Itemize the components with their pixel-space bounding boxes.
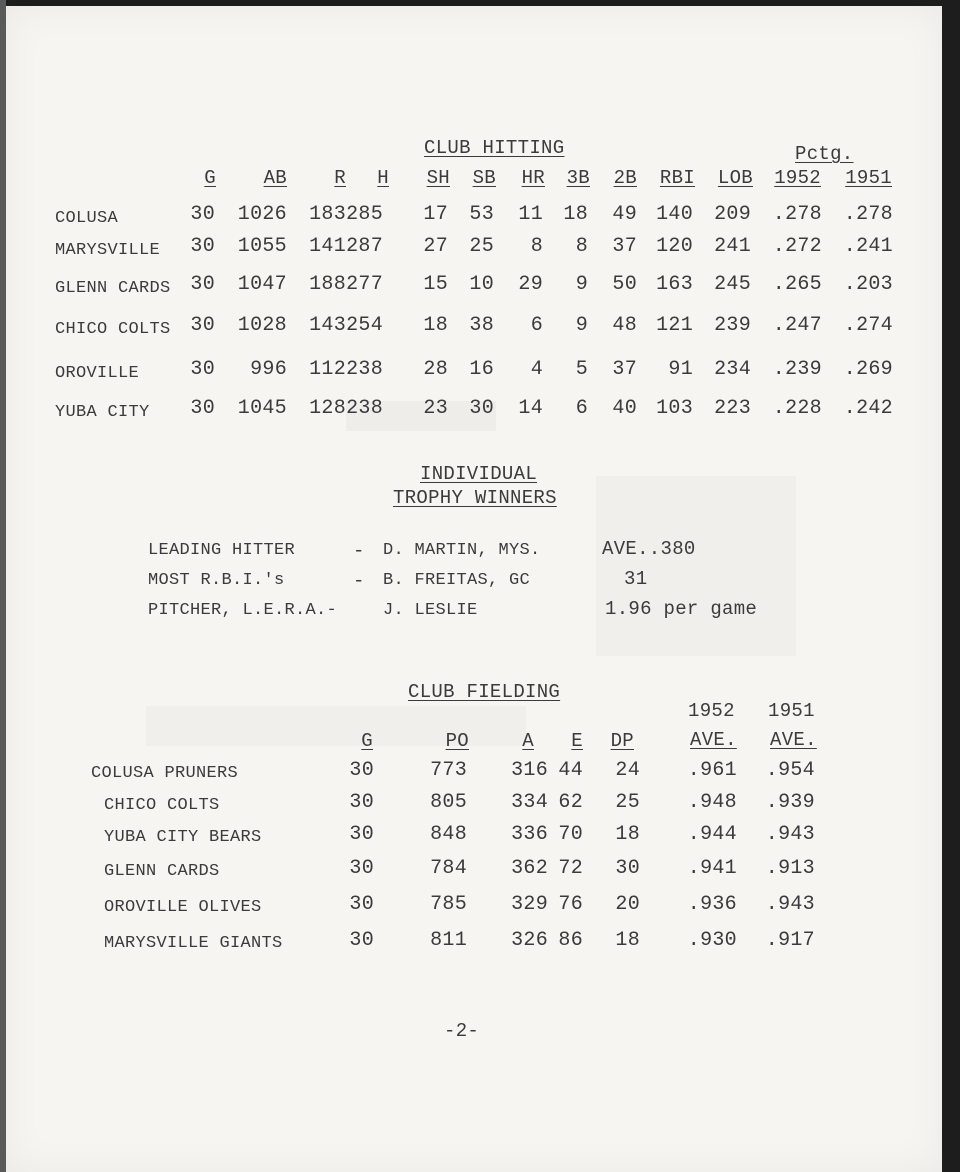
hitting-cell: 183 — [309, 203, 346, 226]
fielding-cell: 30 — [349, 823, 374, 846]
fielding-cell: .944 — [687, 823, 737, 846]
hitting-cell: 16 — [469, 358, 494, 381]
hitting-cell: 6 — [530, 314, 543, 337]
hitting-cell: 143 — [309, 314, 346, 337]
fielding-cell: 773 — [430, 759, 467, 782]
hitting-cell: 50 — [612, 273, 637, 296]
fielding-cell: 329 — [511, 893, 548, 916]
hitting-cell: 234 — [714, 358, 751, 381]
hitting-header-rbi: RBI — [659, 167, 695, 189]
hitting-cell: 30 — [190, 314, 215, 337]
hitting-cell: 91 — [668, 358, 693, 381]
hitting-cell: 11 — [518, 203, 543, 226]
hitting-cell: 5 — [575, 358, 588, 381]
fielding-cell: 316 — [511, 759, 548, 782]
hitting-cell: 25 — [469, 235, 494, 258]
fielding-cell: .913 — [765, 857, 815, 880]
ave-1951-year: 1951 — [768, 700, 815, 722]
bleed-through-shadow — [596, 476, 796, 656]
hitting-cell: 140 — [656, 203, 693, 226]
trophy-title-line2: TROPHY WINNERS — [393, 487, 557, 509]
hitting-cell: 209 — [714, 203, 751, 226]
hitting-cell: 30 — [190, 273, 215, 296]
fielding-cell: 362 — [511, 857, 548, 880]
hitting-cell: 9 — [575, 273, 588, 296]
fielding-cell: .939 — [765, 791, 815, 814]
hitting-cell: 128 — [309, 397, 346, 420]
fielding-cell: 334 — [511, 791, 548, 814]
hitting-cell: 53 — [469, 203, 494, 226]
fielding-cell: 805 — [430, 791, 467, 814]
hitting-cell: 1045 — [237, 397, 287, 420]
fielding-team-name: MARYSVILLE GIANTS — [104, 934, 283, 953]
hitting-cell: 30 — [190, 358, 215, 381]
trophy-title-line1: INDIVIDUAL — [420, 463, 538, 485]
hitting-cell: 287 — [346, 235, 383, 258]
fielding-cell: .943 — [765, 823, 815, 846]
hitting-cell: .203 — [843, 273, 893, 296]
ave-1952-label: AVE. — [690, 729, 737, 751]
hitting-header-hr: HR — [521, 167, 545, 189]
hitting-cell: .228 — [772, 397, 822, 420]
fielding-cell: 848 — [430, 823, 467, 846]
hitting-team-name: OROVILLE — [55, 364, 140, 383]
hitting-cell: 18 — [423, 314, 448, 337]
hitting-cell: 48 — [612, 314, 637, 337]
hitting-cell: .278 — [843, 203, 893, 226]
hitting-cell: 254 — [346, 314, 383, 337]
hitting-cell: 1028 — [237, 314, 287, 337]
fielding-team-name: COLUSA PRUNERS — [91, 764, 239, 783]
hitting-cell: .272 — [772, 235, 822, 258]
hitting-cell: .274 — [843, 314, 893, 337]
fielding-cell: 811 — [430, 929, 467, 952]
hitting-header-r: R — [334, 167, 346, 189]
hitting-cell: 163 — [656, 273, 693, 296]
fielding-cell: 44 — [558, 759, 583, 782]
hitting-cell: .242 — [843, 397, 893, 420]
hitting-cell: 37 — [612, 358, 637, 381]
fielding-cell: 30 — [349, 857, 374, 880]
fielding-team-name: CHICO COLTS — [104, 796, 220, 815]
hitting-cell: .241 — [843, 235, 893, 258]
hitting-cell: 49 — [612, 203, 637, 226]
trophy-dash: - — [353, 540, 365, 562]
hitting-header-lob: LOB — [717, 167, 753, 189]
hitting-cell: 6 — [575, 397, 588, 420]
fielding-cell: 326 — [511, 929, 548, 952]
fielding-cell: .936 — [687, 893, 737, 916]
hitting-cell: .265 — [772, 273, 822, 296]
hitting-team-name: YUBA CITY — [55, 403, 150, 422]
fielding-cell: .954 — [765, 759, 815, 782]
fielding-cell: 86 — [558, 929, 583, 952]
fielding-cell: .930 — [687, 929, 737, 952]
hitting-cell: 4 — [530, 358, 543, 381]
fielding-cell: 18 — [615, 929, 640, 952]
fielding-team-name: GLENN CARDS — [104, 862, 220, 881]
ave-1952-year: 1952 — [688, 700, 735, 722]
hitting-cell: 188 — [309, 273, 346, 296]
hitting-cell: 1055 — [237, 235, 287, 258]
ave-1951-label: AVE. — [770, 729, 817, 751]
fielding-header-e: E — [571, 730, 583, 752]
hitting-cell: 38 — [469, 314, 494, 337]
fielding-cell: 20 — [615, 893, 640, 916]
hitting-cell: 239 — [714, 314, 751, 337]
hitting-cell: 223 — [714, 397, 751, 420]
hitting-cell: 8 — [575, 235, 588, 258]
hitting-cell: 40 — [612, 397, 637, 420]
fielding-cell: 785 — [430, 893, 467, 916]
trophy-category: LEADING HITTER — [148, 541, 296, 560]
trophy-category: PITCHER, L.E.R.A.- — [148, 601, 338, 620]
fielding-cell: 62 — [558, 791, 583, 814]
hitting-cell: .269 — [843, 358, 893, 381]
fielding-cell: 30 — [349, 893, 374, 916]
hitting-cell: 121 — [656, 314, 693, 337]
hitting-cell: 112 — [309, 358, 346, 381]
club-fielding-title: CLUB FIELDING — [408, 681, 561, 703]
hitting-cell: 15 — [423, 273, 448, 296]
fielding-cell: 18 — [615, 823, 640, 846]
trophy-winner: J. LESLIE — [383, 601, 478, 620]
fielding-header-a: A — [522, 730, 534, 752]
hitting-header-1951: 1951 — [845, 167, 892, 189]
hitting-cell: 238 — [346, 358, 383, 381]
hitting-cell: 245 — [714, 273, 751, 296]
pctg-label: Pctg. — [795, 143, 854, 165]
fielding-cell: 30 — [615, 857, 640, 880]
trophy-stat: 1.96 per game — [605, 598, 758, 620]
hitting-header-sh: SH — [426, 167, 450, 189]
hitting-header-2b: 2B — [613, 167, 637, 189]
fielding-cell: .917 — [765, 929, 815, 952]
fielding-cell: 70 — [558, 823, 583, 846]
fielding-cell: .961 — [687, 759, 737, 782]
hitting-cell: 14 — [518, 397, 543, 420]
scan-border-right — [942, 0, 960, 1172]
hitting-team-name: CHICO COLTS — [55, 320, 171, 339]
hitting-cell: 9 — [575, 314, 588, 337]
hitting-cell: 141 — [309, 235, 346, 258]
hitting-cell: 120 — [656, 235, 693, 258]
hitting-header-g: G — [204, 167, 216, 189]
hitting-header-1952: 1952 — [774, 167, 821, 189]
hitting-cell: 277 — [346, 273, 383, 296]
fielding-cell: .943 — [765, 893, 815, 916]
fielding-cell: 76 — [558, 893, 583, 916]
fielding-cell: 336 — [511, 823, 548, 846]
fielding-cell: 25 — [615, 791, 640, 814]
hitting-cell: 30 — [469, 397, 494, 420]
hitting-cell: 238 — [346, 397, 383, 420]
hitting-cell: 241 — [714, 235, 751, 258]
hitting-cell: 30 — [190, 235, 215, 258]
hitting-cell: 285 — [346, 203, 383, 226]
fielding-cell: 30 — [349, 759, 374, 782]
trophy-stat: 31 — [624, 568, 648, 590]
hitting-cell: 17 — [423, 203, 448, 226]
trophy-dash: - — [353, 570, 365, 592]
hitting-cell: 28 — [423, 358, 448, 381]
page-number: -2- — [444, 1020, 480, 1042]
hitting-cell: 103 — [656, 397, 693, 420]
hitting-header-ab: AB — [263, 167, 287, 189]
hitting-cell: 1026 — [237, 203, 287, 226]
fielding-header-po: PO — [445, 730, 469, 752]
fielding-cell: 30 — [349, 791, 374, 814]
hitting-cell: .278 — [772, 203, 822, 226]
fielding-team-name: OROVILLE OLIVES — [104, 898, 262, 917]
hitting-cell: .247 — [772, 314, 822, 337]
hitting-cell: 29 — [518, 273, 543, 296]
hitting-cell: .239 — [772, 358, 822, 381]
hitting-header-h: H — [377, 167, 389, 189]
fielding-cell: .948 — [687, 791, 737, 814]
hitting-cell: 8 — [530, 235, 543, 258]
hitting-cell: 1047 — [237, 273, 287, 296]
trophy-category: MOST R.B.I.'s — [148, 571, 285, 590]
fielding-cell: 784 — [430, 857, 467, 880]
fielding-cell: 30 — [349, 929, 374, 952]
hitting-cell: 23 — [423, 397, 448, 420]
hitting-team-name: MARYSVILLE — [55, 241, 161, 260]
fielding-cell: 24 — [615, 759, 640, 782]
bleed-through-shadow — [146, 706, 526, 746]
hitting-cell: 30 — [190, 203, 215, 226]
hitting-team-name: COLUSA — [55, 209, 119, 228]
hitting-header-3b: 3B — [566, 167, 590, 189]
trophy-winner: D. MARTIN, MYS. — [383, 541, 541, 560]
hitting-cell: 18 — [563, 203, 588, 226]
trophy-winner: B. FREITAS, GC — [383, 571, 531, 590]
fielding-cell: .941 — [687, 857, 737, 880]
hitting-team-name: GLENN CARDS — [55, 279, 171, 298]
hitting-cell: 37 — [612, 235, 637, 258]
fielding-cell: 72 — [558, 857, 583, 880]
club-hitting-title: CLUB HITTING — [424, 137, 565, 159]
hitting-cell: 996 — [250, 358, 287, 381]
hitting-header-sb: SB — [472, 167, 496, 189]
fielding-team-name: YUBA CITY BEARS — [104, 828, 262, 847]
hitting-cell: 27 — [423, 235, 448, 258]
fielding-header-g: G — [361, 730, 373, 752]
fielding-header-dp: DP — [610, 730, 634, 752]
hitting-cell: 10 — [469, 273, 494, 296]
trophy-stat: AVE..380 — [602, 538, 696, 560]
hitting-cell: 30 — [190, 397, 215, 420]
